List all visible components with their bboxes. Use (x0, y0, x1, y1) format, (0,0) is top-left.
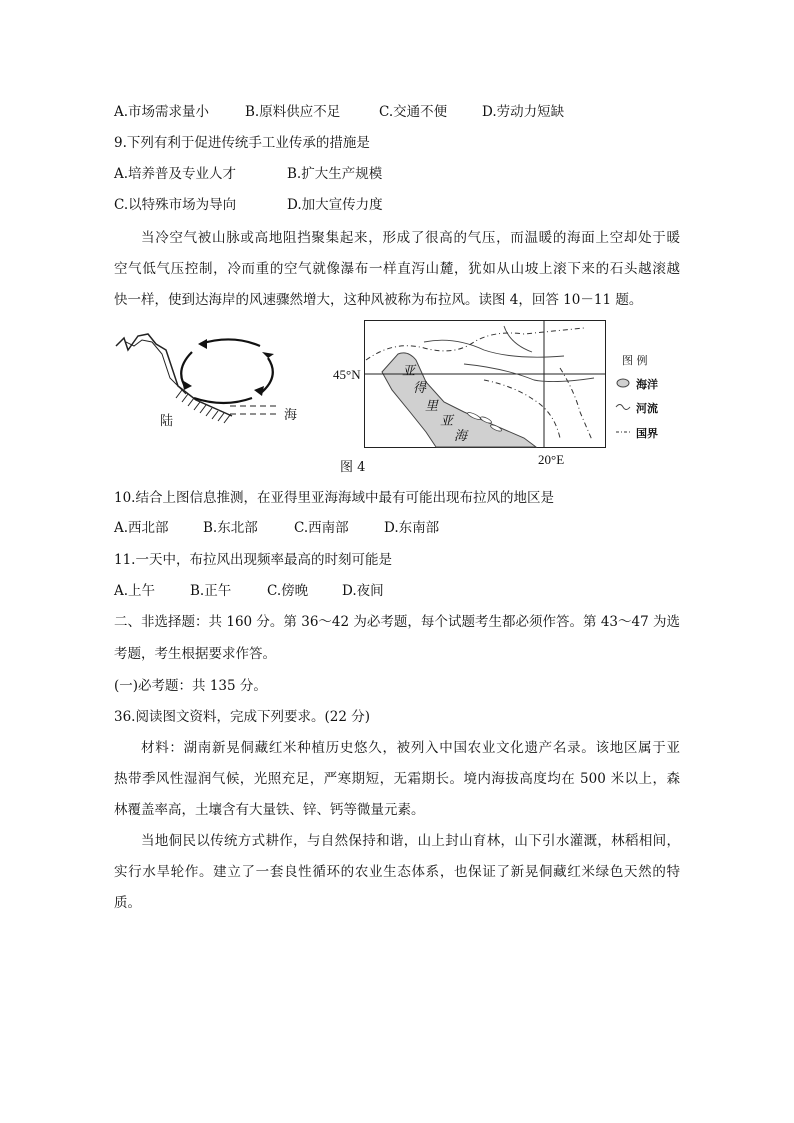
q36-material1-line-3: 林覆盖率高，土壤含有大量铁、锌、钙等微量元素。 (114, 802, 425, 818)
diagram-land-label: 陆 (160, 414, 174, 429)
map-sea-char-4: 亚 (440, 414, 454, 429)
q8-option-b: B.原料供应不足 (245, 104, 341, 120)
q8-option-d: D.劳动力短缺 (482, 104, 565, 120)
ocean-icon (617, 379, 629, 387)
q9-option-a: A.培养普及专业人才 (114, 166, 237, 182)
map-sea-char-5: 海 (454, 429, 468, 444)
legend-title: 图 例 (622, 354, 648, 367)
q10-option-d: D.东南部 (384, 520, 440, 536)
q11-option-c: C.傍晚 (267, 583, 309, 599)
q11-option-b: B.正午 (190, 583, 232, 599)
river-icon (616, 405, 630, 410)
map-sea-char-2: 得 (413, 381, 427, 396)
q9-option-b: B.扩大生产规模 (287, 166, 383, 182)
q8-option-c: C.交通不便 (379, 104, 448, 120)
q36-material2-line-2: 实行水旱轮作。建立了一套良性循环的农业生态体系，也保证了新晃侗藏红米绿色天然的特 (114, 864, 680, 880)
bora-wind-diagram (112, 328, 312, 448)
longitude-label: 20°E (538, 452, 565, 467)
map-sea-char-3: 里 (425, 399, 439, 414)
passage-line-1: 当冷空气被山脉或高地阻挡聚集起来，形成了很高的气压，而温暖的海面上空却处于暖 (141, 230, 680, 246)
legend-river: 河流 (636, 402, 658, 415)
q10-stem: 10.结合上图信息推测，在亚得里亚海海域中最有可能出现布拉风的地区是 (114, 490, 554, 506)
q10-option-c: C.西南部 (294, 520, 349, 536)
q9-option-c: C.以特殊市场为导向 (114, 197, 237, 213)
diagram-sea-label: 海 (284, 408, 298, 423)
q10-option-a: A.西北部 (114, 520, 169, 536)
q9-option-d: D.加大宣传力度 (287, 197, 383, 213)
q36-material1-line-1: 材料：湖南新晃侗藏红米种植历史悠久，被列入中国农业文化遗产名录。该地区属于亚 (141, 740, 680, 756)
q36-material2-line-1: 当地侗民以传统方式耕作，与自然保持和谐，山上封山育林，山下引水灌溉，林稻相间， (141, 833, 680, 849)
q36-stem: 36.阅读图文资料，完成下列要求。(22 分) (114, 709, 370, 725)
q36-material2-line-3: 质。 (114, 895, 141, 911)
figure-caption: 图 4 (340, 460, 366, 475)
q11-option-a: A.上午 (114, 583, 156, 599)
section2-line-2: 考题，考生根据要求作答。 (114, 646, 276, 662)
passage-line-2: 空气低气压控制，冷而重的空气就像瀑布一样直泻山麓，犹如从山坡上滚下来的石头越滚越 (114, 261, 680, 277)
q11-stem: 11.一天中，布拉风出现频率最高的时刻可能是 (114, 552, 392, 568)
latitude-label: 45°N (333, 367, 361, 382)
legend-border: 国界 (636, 427, 658, 440)
required-heading: (一)必考题：共 135 分。 (114, 678, 267, 694)
passage-line-3: 快一样，使到达海岸的风速骤然增大，这种风被称为布拉风。读图 4，回答 10－11 题。 (114, 292, 643, 308)
map-sea-char-1: 亚 (402, 364, 416, 379)
q9-stem: 9.下列有利于促进传统手工业传承的措施是 (114, 135, 370, 151)
legend-ocean: 海洋 (636, 378, 658, 391)
q11-option-d: D.夜间 (342, 583, 384, 599)
q36-material1-line-2: 热带季风性湿润气候，光照充足，严寒期短，无霜期长。境内海拔高度均在 500 米以上，森 (114, 771, 680, 787)
legend-symbols (614, 374, 634, 444)
section2-line-1: 二、非选择题：共 160 分。第 36～42 为必考题，每个试题考生都必须作答。第 43～47 为选 (114, 614, 680, 630)
q8-option-a: A.市场需求量小 (114, 104, 210, 120)
q10-option-b: B.东北部 (203, 520, 258, 536)
adriatic-map (364, 320, 606, 448)
